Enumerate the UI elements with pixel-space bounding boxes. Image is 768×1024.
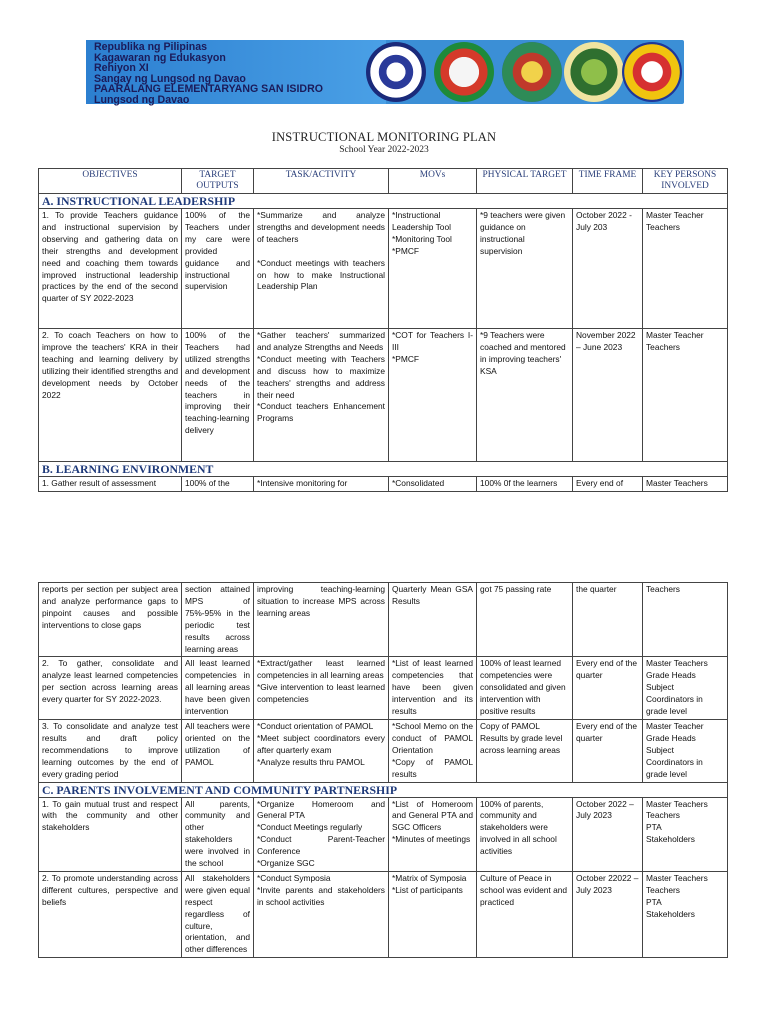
target-output-cell: 100% of the Teachers had utilized strengths and development needs of the teachers in improving their teaching-learning delivery: [182, 329, 254, 462]
physical-target-cell: Copy of PAMOL Results by grade level across learning areas: [477, 719, 573, 782]
objective-cell: 1. Gather result of assessment: [39, 477, 182, 492]
key-persons-cell: Master Teachers Grade Heads Subject Coordinators in grade level: [643, 657, 728, 720]
objective-cell: 2. To promote understanding across different cultures, perspective and beliefs: [39, 871, 182, 957]
physical-target-cell: 100% of least learned competencies were consolidated and given intervention with positive results: [477, 657, 573, 720]
banner-line: Lungsod ng Davao: [94, 93, 190, 106]
banner-line: Republika ng Pilipinas: [94, 41, 208, 53]
deped-seal-icon: [366, 42, 426, 102]
division-seal-icon: [434, 42, 494, 102]
key-persons-cell: Teachers: [643, 583, 728, 657]
task-activity-cell: *Conduct Symposia *Invite parents and stakeholders in school activities: [254, 871, 389, 957]
column-header: PHYSICAL TARGET: [477, 169, 573, 194]
page-title: INSTRUCTIONAL MONITORING PLAN: [271, 130, 497, 144]
table-row: [39, 209, 728, 329]
page-subtitle: School Year 2022-2023: [339, 145, 429, 155]
section-title: C. PARENTS INVOLVEMENT AND COMMUNITY PARTNERSHIP: [39, 782, 728, 797]
section-row: [39, 782, 728, 797]
target-output-cell: All parents, community and other stakeholders were involved in the school: [182, 797, 254, 871]
table-row: [39, 583, 728, 657]
banner-text: [94, 42, 323, 106]
table-row: [39, 657, 728, 720]
time-frame-cell: October 22022 – July 2023: [573, 871, 643, 957]
key-persons-cell: Master Teacher Teachers: [643, 329, 728, 462]
column-header: TIME FRAME: [573, 169, 643, 194]
monitoring-plan-table-continued: [38, 582, 728, 958]
banner-line: PAARALANG ELEMENTARYANG SAN ISIDRO: [94, 83, 323, 96]
table-header-row: [39, 169, 728, 194]
physical-target-cell: 100% of parents, community and stakeholders were involved in all school activities: [477, 797, 573, 871]
time-frame-cell: November 2022 – June 2023: [573, 329, 643, 462]
target-output-cell: section attained MPS of 75%-95% in the periodic test results across learning areas: [182, 583, 254, 657]
column-header: KEY PERSONS INVOLVED: [643, 169, 728, 194]
target-output-cell: All stakeholders were given equal respect regardless of culture, orientation, and other differences: [182, 871, 254, 957]
table-row: [39, 797, 728, 871]
task-activity-cell: *Extract/gather least learned competencies in all learning areas *Give intervention to least learned competencies: [254, 657, 389, 720]
key-persons-cell: Master Teacher Grade Heads Subject Coordinators in grade level: [643, 719, 728, 782]
movs-cell: *Matrix of Symposia *List of participants: [389, 871, 477, 957]
time-frame-cell: October 2022 – July 2023: [573, 797, 643, 871]
physical-target-cell: 100% 0f the learners: [477, 477, 573, 492]
monitoring-plan-table: [38, 168, 728, 492]
time-frame-cell: Every end of the quarter: [573, 657, 643, 720]
objective-cell: 1. To gain mutual trust and respect with the community and other stakeholders: [39, 797, 182, 871]
task-activity-cell: improving teaching-learning situation to increase MPS across learning areas: [254, 583, 389, 657]
objective-cell: 1. To provide Teachers guidance and instructional supervision by observing and gathering data on their strengths and development need and coaching them towards improved instructional leadership practices by the end of the second quarter of SY 2022-2023: [39, 209, 182, 329]
task-activity-cell: *Gather teachers' summarized and analyze Strengths and Needs *Conduct meeting with Teachers and discuss how to maximize teachers' strengths and address their need *Conduct teachers Enhancement Programs: [254, 329, 389, 462]
time-frame-cell: Every end of: [573, 477, 643, 492]
objective-cell: 3. To consolidate and analyze test results and draft policy recommendations to improve learning outcomes by the end of every grading period: [39, 719, 182, 782]
movs-cell: *List of least learned competencies that have been given intervention and its results: [389, 657, 477, 720]
table-row: [39, 477, 728, 492]
section-title: A. INSTRUCTIONAL LEADERSHIP: [39, 194, 728, 209]
objective-cell: 2. To coach Teachers on how to improve the teachers' KRA in their teaching and learning delivery by utilizing their identified strengths and development needs by October 2022: [39, 329, 182, 462]
physical-target-cell: *9 Teachers were coached and mentored in improving teachers' KSA: [477, 329, 573, 462]
movs-cell: *Instructional Leadership Tool *Monitoring Tool *PMCF: [389, 209, 477, 329]
movs-cell: *Consolidated: [389, 477, 477, 492]
table-row: [39, 329, 728, 462]
task-activity-cell: *Summarize and analyze strengths and development needs of teachers *Conduct meetings with teachers on how to make Instructional Leadership Plan: [254, 209, 389, 329]
movs-cell: *School Memo on the conduct of PAMOL Orientation *Copy of PAMOL results: [389, 719, 477, 782]
movs-cell: *COT for Teachers I-III *PMCF: [389, 329, 477, 462]
banner-line: Kagawaran ng Edukasyon: [94, 51, 226, 64]
key-persons-cell: Master Teachers: [643, 477, 728, 492]
movs-cell: Quarterly Mean GSA Results: [389, 583, 477, 657]
target-output-cell: 100% of the: [182, 477, 254, 492]
task-activity-cell: *Intensive monitoring for: [254, 477, 389, 492]
section-row: [39, 462, 728, 477]
movs-cell: *List of Homeroom and General PTA and SGC Officers *Minutes of meetings: [389, 797, 477, 871]
time-frame-cell: Every end of the quarter: [573, 719, 643, 782]
table-row: [39, 719, 728, 782]
column-header: TARGET OUTPUTS: [182, 169, 254, 194]
target-output-cell: 100% of the Teachers under my care were provided guidance and instructional supervision: [182, 209, 254, 329]
task-activity-cell: *Conduct orientation of PAMOL *Meet subject coordinators every after quarterly exam *Analyze results thru PAMOL: [254, 719, 389, 782]
objective-cell: 2. To gather, consolidate and analyze least learned competencies per section across learning areas every quarter for SY 2022-2023.: [39, 657, 182, 720]
column-header: TASK/ACTIVITY: [254, 169, 389, 194]
banner-line: Sangay ng Lungsod ng Davao: [94, 72, 246, 85]
objective-cell: reports per section per subject area and analyze performance gaps to pinpoint causes and possible interventions to close gaps: [39, 583, 182, 657]
target-output-cell: All least learned competencies in all learning areas have been given intervention: [182, 657, 254, 720]
key-persons-cell: Master Teacher Teachers: [643, 209, 728, 329]
section-row: [39, 194, 728, 209]
section-title: B. LEARNING ENVIRONMENT: [39, 462, 728, 477]
task-activity-cell: *Organize Homeroom and General PTA *Conduct Meetings regularly *Conduct Parent-Teacher Conference *Organize SGC: [254, 797, 389, 871]
physical-target-cell: got 75 passing rate: [477, 583, 573, 657]
physical-target-cell: Culture of Peace in school was evident and practiced: [477, 871, 573, 957]
column-header: MOVs: [389, 169, 477, 194]
school-seal-icon: [622, 42, 682, 102]
physical-target-cell: *9 teachers were given guidance on instructional supervision: [477, 209, 573, 329]
school-seal-icon: [564, 42, 624, 102]
banner-line: Rehiyon XI: [94, 62, 149, 75]
table-row: [39, 871, 728, 957]
target-output-cell: All teachers were oriented on the utilization of PAMOL: [182, 719, 254, 782]
time-frame-cell: October 2022 - July 203: [573, 209, 643, 329]
column-header: OBJECTIVES: [39, 169, 182, 194]
time-frame-cell: the quarter: [573, 583, 643, 657]
key-persons-cell: Master Teachers Teachers PTA Stakeholders: [643, 871, 728, 957]
key-persons-cell: Master Teachers Teachers PTA Stakeholders: [643, 797, 728, 871]
school-seal-icon: [502, 42, 562, 102]
